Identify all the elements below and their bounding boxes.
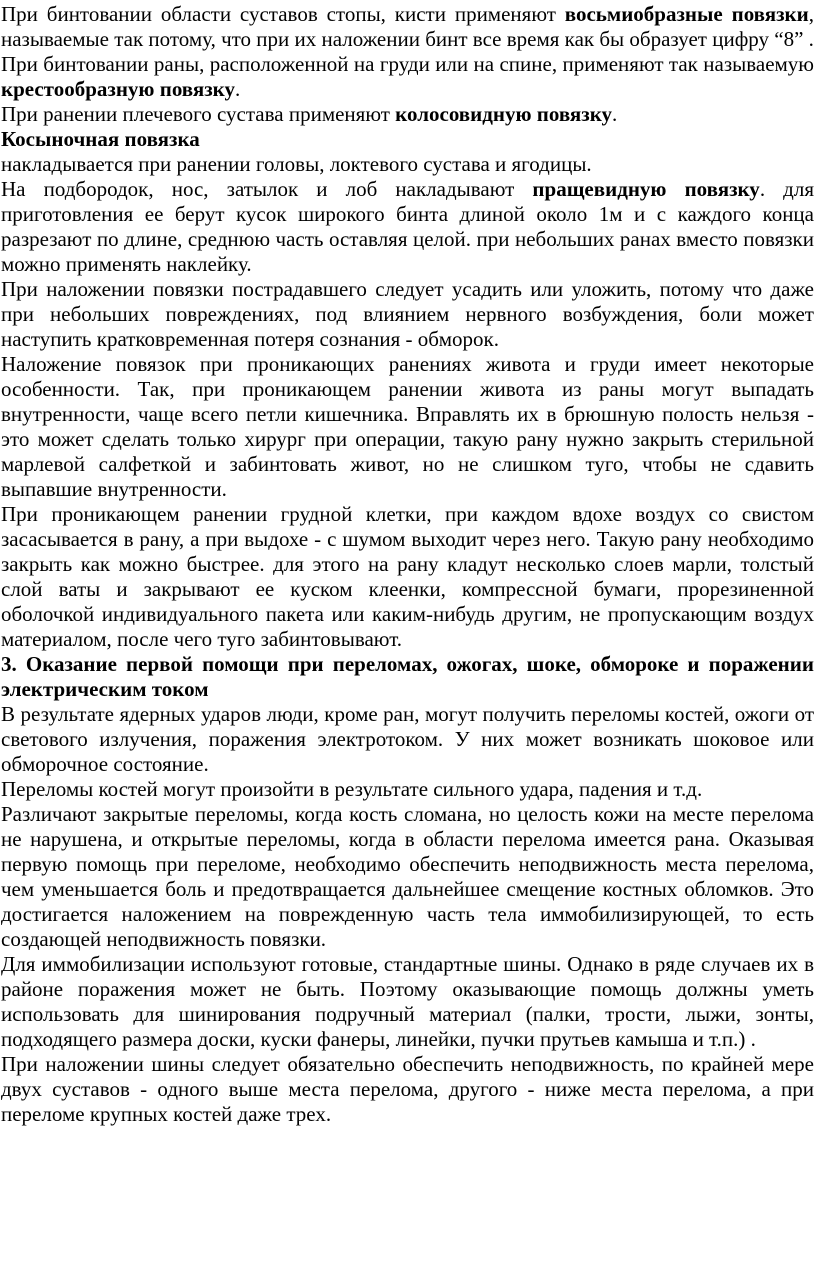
heading-text: Косыночная повязка [1,127,200,151]
text-run: Различают закрытые переломы, когда кость сломана, но целость кожи на месте перелома не нарушена, и открытые переломы, когда в области перелома имеется рана. Оказывая первую помощь при переломе, необходимо обеспечить неподвижность места перелома, чем уменьшается боль и предотвращается дальнейшее смещение костных обломков. Это достигается наложением на поврежденную часть тела иммобилизирующей, то есть создающей неподвижность повязки. [1,802,814,951]
text-run: При проникающем ранении грудной клетки, при каждом вдохе воздух со свистом засасывается в рану, а при выдохе - с шумом выходит через него. Такую рану необходимо закрыть как можно быстрее. для этого на рану кладут несколько слоев марли, толстый слой ваты и закрывают ее куском клеенки, компрессной бумаги, прорезиненной оболочкой индивидуального пакета или каким-нибудь другим, не пропускающим воздух материалом, после чего туго забинтовывают. [1,502,814,651]
paragraph [1,352,814,502]
text-run: При ранении плечевого сустава применяют [1,102,396,126]
paragraph [1,52,814,102]
text-run: При бинтовании области суставов стопы, кисти применяют [1,2,565,26]
paragraph [1,277,814,352]
paragraph [1,802,814,952]
bold-term: восьмиобразные повязки [564,2,809,26]
paragraph [1,777,814,802]
paragraph [1,102,814,127]
heading-text: 3. Оказание первой помощи при переломах, ожогах, шоке, обмороке и поражении электрическим током [1,652,814,701]
text-run: . [612,102,618,126]
text-run: При наложении шины следует обязательно обеспечить неподвижность, по крайней мере двух суставов - одного выше места перелома, другого - ниже места перелома, а при переломе крупных костей даже трех. [1,1052,814,1126]
text-run: . для приготовления ее берут кусок широкого бинта длиной около 1м и с каждого конца разрезают по длине, среднюю часть оставляя целой. при небольших ранах вместо повязки можно применять наклейку. [1,177,814,276]
bold-term: пращевидную повязку [532,177,760,201]
text-run: При бинтовании раны, расположенной на груди или на спине, применяют так называемую [1,52,814,76]
section-heading [1,652,814,702]
paragraph [1,177,814,277]
section-heading [1,127,814,152]
text-run: В результате ядерных ударов люди, кроме ран, могут получить переломы костей, ожоги от светового излучения, поражения электротоком. У них может возникать шоковое или обморочное состояние. [1,702,814,776]
bold-term: крестообразную повязку [1,77,235,101]
text-run: . [234,77,241,101]
paragraph [1,2,814,52]
paragraph [1,502,814,652]
text-run: На подбородок, нос, затылок и лоб накладывают [1,177,533,201]
paragraph [1,952,814,1052]
text-run: накладывается при ранении головы, локтевого сустава и ягодицы. [1,152,592,176]
text-run: Для иммобилизации используют готовые, стандартные шины. Однако в ряде случаев их в районе поражения может не быть. Поэтому оказывающие помощь должны уметь использовать для шинирования подручный материал (палки, трости, лыжи, зонты, подходящего размера доски, куски фанеры, линейки, пучки прутьев камыша и т.п.) . [1,952,814,1051]
paragraph [1,152,814,177]
text-run: , называемые так потому, что при их наложении бинт все время как бы образует цифру “8” . [1,2,814,51]
text-run: Переломы костей могут произойти в результате сильного удара, падения и т.д. [1,777,703,801]
bold-term: колосовидную повязку [395,102,613,126]
text-run: При наложении повязки пострадавшего следует усадить или уложить, потому что даже при небольших повреждениях, под влиянием нервного возбуждения, боли может наступить кратковременная потеря сознания - обморок. [1,277,814,351]
text-run: Наложение повязок при проникающих ранениях живота и груди имеет некоторые особенности. Так, при проникающем ранении живота из раны могут выпадать внутренности, чаще всего петли кишечника. Вправлять их в брюшную полость нельзя - это может сделать только хирург при операции, такую рану нужно закрыть стерильной марлевой салфеткой и забинтовать живот, но не слишком туго, чтобы не сдавить выпавшие внутренности. [1,352,814,501]
paragraph [1,1052,814,1127]
paragraph [1,702,814,777]
